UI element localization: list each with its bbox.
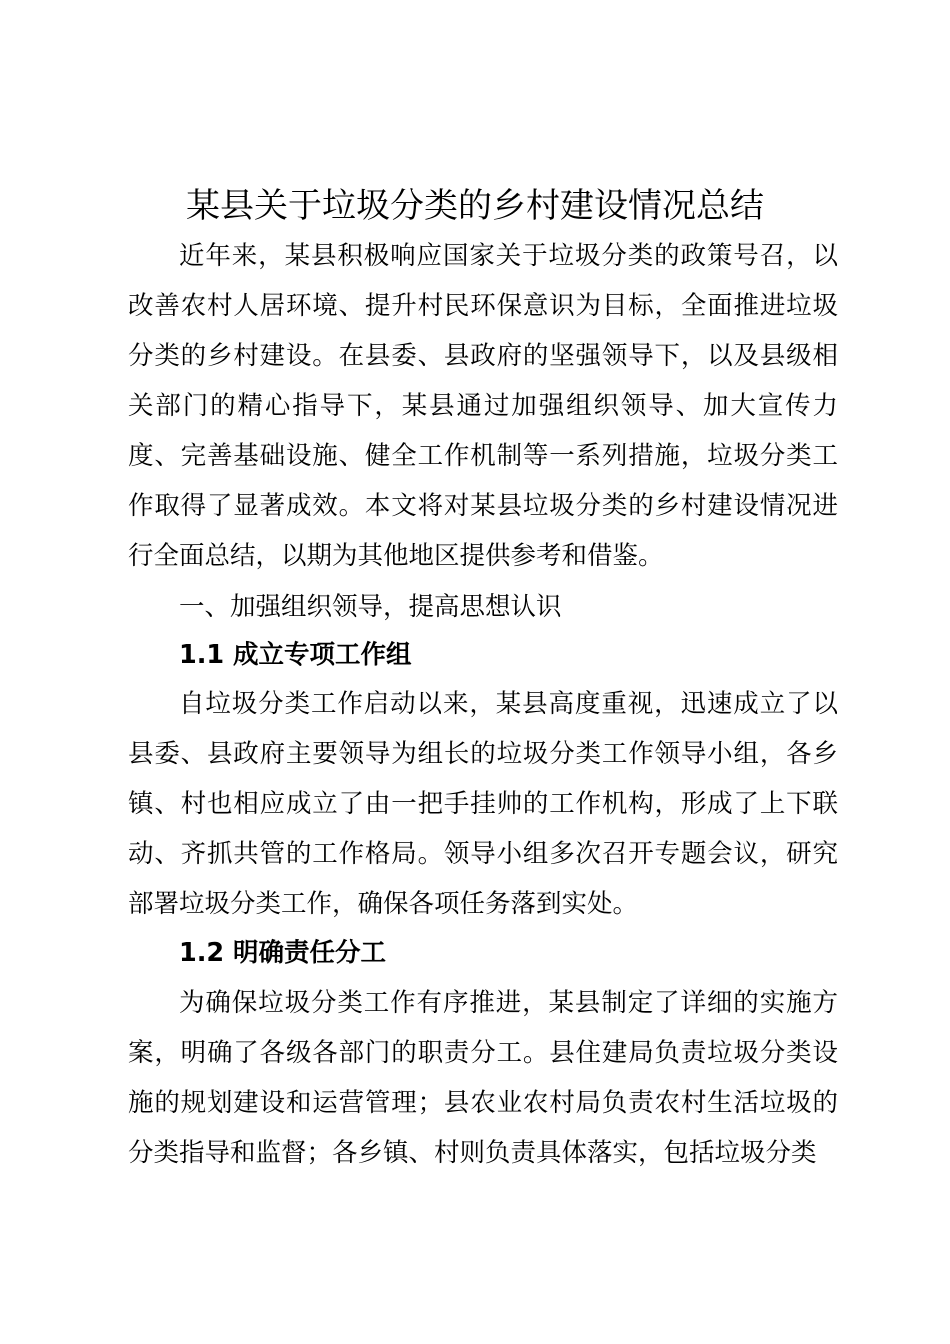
subsection-paragraph-1-1: 自垃圾分类工作启动以来，某县高度重视，迅速成立了以县委、县政府主要领导为组长的垃圾分类工作领导小组，各乡镇、村也相应成立了由一把手挂帅的工作机构，形成了上下联动、齐抓共管的工作格局。领导小组多次召开专题会议，研究部署垃圾分类工作，确保各项任务落到实处。	[128, 689, 838, 919]
intro-paragraph: 近年来，某县积极响应国家关于垃圾分类的政策号召，以改善农村人居环境、提升村民环保意识为目标，全面推进垃圾分类的乡村建设。在县委、县政府的坚强领导下，以及县级相关部门的精心指导下，某县通过加强组织领导、加大宣传力度、完善基础设施、健全工作机制等一系列措施，垃圾分类工作取得了显著成效。本文将对某县垃圾分类的乡村建设情况进行全面总结，以期为其他地区提供参考和借鉴。	[128, 241, 838, 571]
subsection-heading-1-2: 1.2 明确责任分工	[179, 938, 387, 968]
subsection-paragraph-1-2: 为确保垃圾分类工作有序推进，某县制定了详细的实施方案，明确了各级各部门的职责分工。县住建局负责垃圾分类设施的规划建设和运营管理；县农业农村局负责农村生活垃圾的分类指导和监督；各乡镇、村则负责具体落实，包括垃圾分类	[128, 988, 838, 1168]
document-title: 某县关于垃圾分类的乡村建设情况总结	[186, 186, 764, 226]
subsection-heading-1-1: 1.1 成立专项工作组	[179, 640, 412, 670]
section-heading-1: 一、加强组织领导，提高思想认识	[179, 592, 562, 622]
